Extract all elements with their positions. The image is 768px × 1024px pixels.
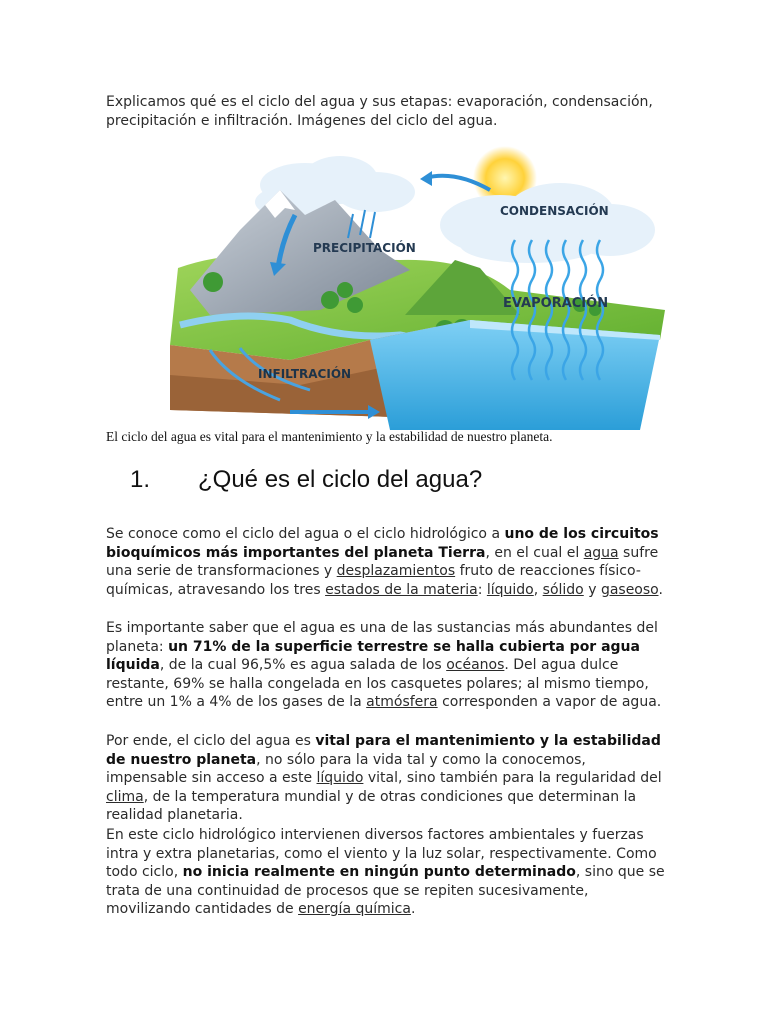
link-desplazamientos[interactable]: desplazamientos: [336, 563, 456, 580]
link-agua[interactable]: agua: [583, 544, 619, 561]
link-gaseoso[interactable]: gaseoso: [600, 581, 659, 598]
link-estados-de-la-materia[interactable]: estados de la materia: [325, 581, 478, 598]
link-energia-quimica[interactable]: energía química: [298, 901, 411, 918]
emphasis: vital para el mantenimiento y la estabilidad de nuestro planeta: [106, 733, 661, 768]
label-condensacion: CONDENSACIÓN: [500, 204, 609, 218]
label-precipitacion: PRECIPITACIÓN: [313, 241, 416, 255]
paragraph-4: En este ciclo hidrológico intervienen diversos factores ambientales y fuerzas intra y extra planetarias, como el viento y la luz solar, respectivamente. Como todo ciclo, no inicia realmente en ningún punto determinado, sino que se trata de una continuidad de procesos que se repiten sucesivamente, movilizando cantidades de energía química.: [106, 827, 665, 918]
link-clima[interactable]: clima: [106, 788, 144, 805]
section-heading: [130, 466, 690, 494]
link-oceanos[interactable]: océanos: [446, 657, 505, 674]
figure-caption: El ciclo del agua es vital para el mantenimiento y la estabilidad de nuestro planeta.: [106, 429, 553, 444]
paragraph-1: Se conoce como el ciclo del agua o el ciclo hidrológico a uno de los circuitos bioquímicos más importantes del planeta Tierra, en el cual el agua sufre una serie de transformaciones y desplazamientos fruto de reacciones físico-químicas, atravesando los tres estados de la materia: líquido, sólido y gaseoso.: [106, 526, 663, 598]
link-liquido-vital[interactable]: líquido: [316, 770, 364, 787]
paragraph-3: Por ende, el ciclo del agua es vital para el mantenimiento y la estabilidad de nuestro planeta, no sólo para la vida tal y como la conocemos, impensable sin acceso a este líquido vital, sino también para la regularidad del clima, de la temperatura mundial y de otras condiciones que determinan la realidad planetaria.: [106, 733, 662, 824]
paragraph-2: Es importante saber que el agua es una de las sustancias más abundantes del planeta: un 71% de la superficie terrestre se halla cubierta por agua líquida, de la cual 96,5% es agua salada de los océanos. Del agua dulce restante, 69% se halla congelada en los casquetes polares; al mismo tiempo, entre un 1% a 4% de los gases de la atmósfera corresponden a vapor de agua.: [106, 620, 662, 711]
emphasis: no inicia realmente en ningún punto determinado: [182, 864, 576, 881]
emphasis: uno de los circuitos bioquímicos más importantes del planeta Tierra: [106, 526, 659, 561]
section-title: ¿Qué es el ciclo del agua?: [198, 466, 483, 493]
label-evaporacion: EVAPORACIÓN: [503, 296, 609, 311]
intro-text: Explicamos qué es el ciclo del agua y sus etapas: evaporación, condensación, precipitación e infiltración. Imágenes del ciclo del agua.: [106, 94, 653, 129]
section-number: 1.: [130, 466, 151, 493]
link-atmosfera[interactable]: atmósfera: [366, 694, 438, 711]
label-infiltracion: INFILTRACIÓN: [258, 367, 352, 381]
emphasis: un 71% de la superficie terrestre se halla cubierta por agua líquida: [106, 638, 640, 674]
link-solido[interactable]: sólido: [542, 581, 584, 598]
water-cycle-illustration: [170, 140, 665, 430]
link-liquido[interactable]: líquido: [486, 581, 534, 598]
